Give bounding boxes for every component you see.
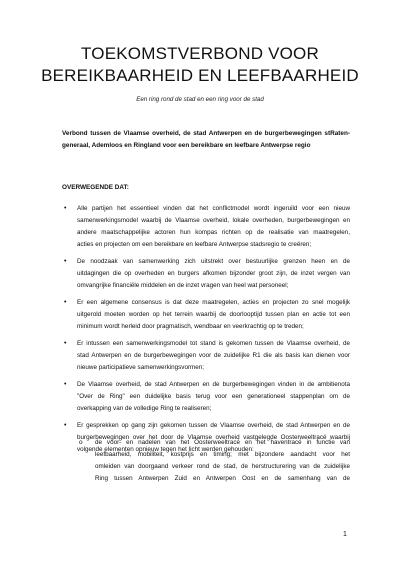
- list-item-line: minimum wordt herleid door pragmatisch, wendbaar en veerkrachtig op te treden;: [77, 323, 304, 330]
- list-item: [62, 338, 350, 374]
- list-item-line: De noodzaak van samenwerking zich uitstrekt over bestuurlijke grenzen heen en de: [77, 258, 350, 265]
- document-subtitle: Een ring rond de stad en een ring voor de stad: [136, 96, 264, 103]
- list-item-line: "Over de Ring" een duidelijke basis terug voor een generationeel stappenplan om de: [77, 393, 350, 400]
- document-title-line-2: BEREIKBAARHEID EN LEEFBAARHEID: [41, 66, 359, 85]
- bullet-icon: •: [64, 258, 67, 265]
- list-item-line: nieuwe participatieve samenwerkingsvormen;: [77, 364, 205, 371]
- list-item-line: omvangrijke financiële middelen en de inzet vragen van heel wat personeel;: [77, 282, 289, 289]
- list-item-line: Alle partijen het essentieel vinden dat het conflictmodel wordt ingeruild voor een nieuw: [77, 205, 350, 212]
- sub-list-item: [79, 437, 350, 485]
- intro-paragraph: [62, 128, 350, 152]
- list-item-line: samenwerkingsmodel waarbij de Vlaamse overheid, lokale overheden, burgerbewegingen en: [77, 217, 350, 224]
- list-item-line: De Vlaamse overheid, de stad Antwerpen en de burgerbewegingen vinden in de ambitienota: [77, 381, 350, 388]
- bullet-icon: •: [64, 299, 67, 306]
- list-item-line: uitgerold moeten worden op het terrein waarbij de doorlooptijd tussen plan en actie tot een: [77, 311, 350, 318]
- intro-line: generaal, Ademloos en Ringland voor een bereikbare en leefbare Antwerpse regio: [62, 142, 311, 149]
- intro-line: Verbond tussen de Vlaamse overheid, de stad Antwerpen en de burgerbewegingen stRaten-: [62, 130, 350, 137]
- sub-list-item-line: omleiden van doorgaand verkeer rond de stad, de herstructurering van de zuidelijke: [95, 463, 350, 470]
- list-item: [62, 256, 350, 292]
- list-item-line: stad Antwerpen en de burgerbewegingen voor de zuidelijke R1 die als basis kan dienen voor: [77, 352, 350, 359]
- sub-list-item-line: Ring tussen Antwerpen Zuid en Antwerpen Oost en de samenhang van de: [95, 475, 350, 482]
- bullet-icon: •: [64, 340, 67, 347]
- list-item-line: burgerbewegingen over het door de Vlaamse overheid vastgelegde Oosterweeltracé waarbij: [77, 434, 350, 441]
- list-item-line: andere maatschappelijke actoren hun kompas richten op de realisatie van maatregelen,: [77, 229, 350, 236]
- considerations-list: [62, 203, 350, 461]
- list-item-line: volgende elementen opnieuw tegen het licht werden gehouden:: [77, 446, 254, 453]
- list-item: [62, 379, 350, 415]
- section-heading: OVERWEGENDE DAT:: [62, 184, 129, 191]
- list-item: [62, 203, 350, 251]
- list-item-line: uitdagingen die op overheden en burgers afkomen bijzonder groot zijn, de inzet vergen van: [77, 270, 350, 277]
- list-item-line: overkapping van de volledige Ring te realiseren;: [77, 405, 212, 412]
- bullet-icon: •: [64, 381, 67, 388]
- sub-list-item-line: leefbaarheid, mobiliteit, kostprijs en timing; met bijzondere aandacht voor het: [95, 451, 350, 458]
- list-item-line: acties en projecten om een bereikbare en leefbare Antwerpse stadsregio te creëren;: [77, 241, 312, 248]
- list-item-line: Er een algemene consensus is dat deze maatregelen, acties en projecten zo snel mogelijk: [77, 299, 350, 306]
- page-number: 1: [343, 531, 347, 538]
- list-item-line: Er intussen een samenwerkingsmodel tot stand is gekomen tussen de Vlaamse overheid, de: [77, 340, 350, 347]
- list-item-line: Er gesprekken op gang zijn gekomen tussen de Vlaamse overheid, de stad Antwerpen en de: [77, 422, 350, 429]
- list-item: [62, 297, 350, 333]
- bullet-icon: •: [64, 205, 67, 212]
- sub-bullet-icon: o: [79, 439, 83, 446]
- bullet-icon: •: [64, 422, 67, 429]
- sub-list-item-line: de voor- en nadelen van het Oosterweeltracé en het haventracé in functie van: [95, 439, 350, 446]
- document-title-line-1: TOEKOMSTVERBOND VOOR: [81, 44, 319, 63]
